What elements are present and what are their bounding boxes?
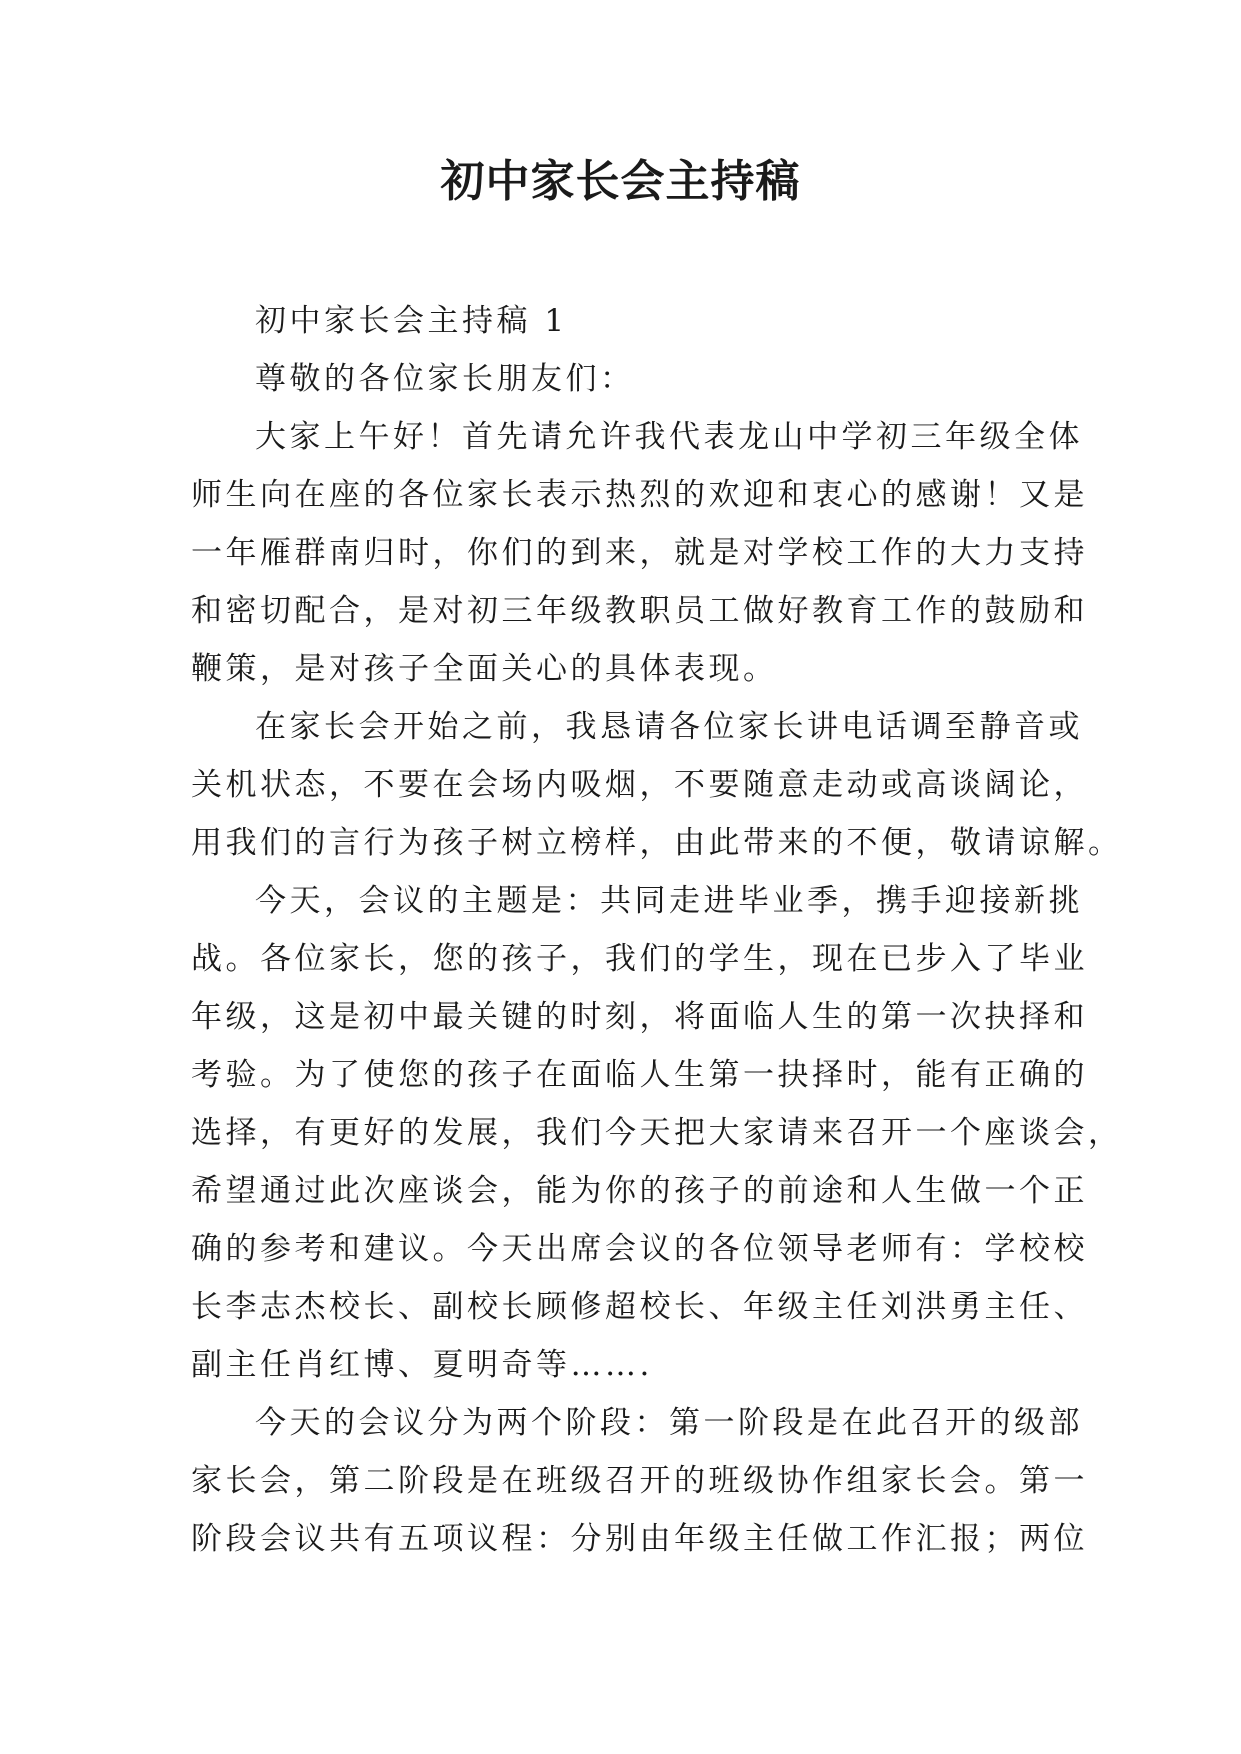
text-line: 用我们的言行为孩子树立榜样，由此带来的不便，敬请谅解。 xyxy=(191,825,1123,861)
text-line: 关机状态，不要在会场内吸烟，不要随意走动或高谈阔论， xyxy=(191,767,1088,803)
text-line: 和密切配合，是对初三年级教职员工做好教育工作的鼓励和 xyxy=(191,593,1088,629)
text-line: 师生向在座的各位家长表示热烈的欢迎和衷心的感谢！又是 xyxy=(191,477,1088,513)
text-line: 战。各位家长，您的孩子，我们的学生，现在已步入了毕业 xyxy=(191,941,1088,977)
text-line: 长李志杰校长、副校长顾修超校长、年级主任刘洪勇主任、 xyxy=(191,1289,1088,1325)
text-line: 在家长会开始之前，我恳请各位家长讲电话调至静音或 xyxy=(255,709,1083,745)
text-line: 阶段会议共有五项议程：分别由年级主任做工作汇报；两位 xyxy=(191,1521,1088,1557)
text-line: 家长会，第二阶段是在班级召开的班级协作组家长会。第一 xyxy=(191,1463,1088,1499)
text-line: 确的参考和建议。今天出席会议的各位领导老师有：学校校 xyxy=(191,1231,1088,1267)
text-line: 年级，这是初中最关键的时刻，将面临人生的第一次抉择和 xyxy=(191,999,1088,1035)
text-line: 考验。为了使您的孩子在面临人生第一抉择时，能有正确的 xyxy=(191,1057,1088,1093)
text-line: 大家上午好！首先请允许我代表龙山中学初三年级全体 xyxy=(255,419,1083,455)
text-line: 选择，有更好的发展，我们今天把大家请来召开一个座谈会， xyxy=(191,1115,1123,1151)
text-line: 尊敬的各位家长朋友们： xyxy=(255,361,635,397)
text-line: 一年雁群南归时，你们的到来，就是对学校工作的大力支持 xyxy=(191,535,1088,571)
text-line: 副主任肖红博、夏明奇等……. xyxy=(191,1347,653,1383)
document-title: 初中家长会主持稿 xyxy=(440,156,801,207)
text-line: 今天的会议分为两个阶段：第一阶段是在此召开的级部 xyxy=(255,1405,1083,1441)
text-line: 今天，会议的主题是：共同走进毕业季，携手迎接新挑 xyxy=(255,883,1083,919)
text-line: 鞭策，是对孩子全面关心的具体表现。 xyxy=(191,651,778,687)
text-line: 希望通过此次座谈会，能为你的孩子的前途和人生做一个正 xyxy=(191,1173,1088,1209)
text-line: 初中家长会主持稿 1 xyxy=(255,303,568,339)
document-body xyxy=(191,292,1123,1568)
